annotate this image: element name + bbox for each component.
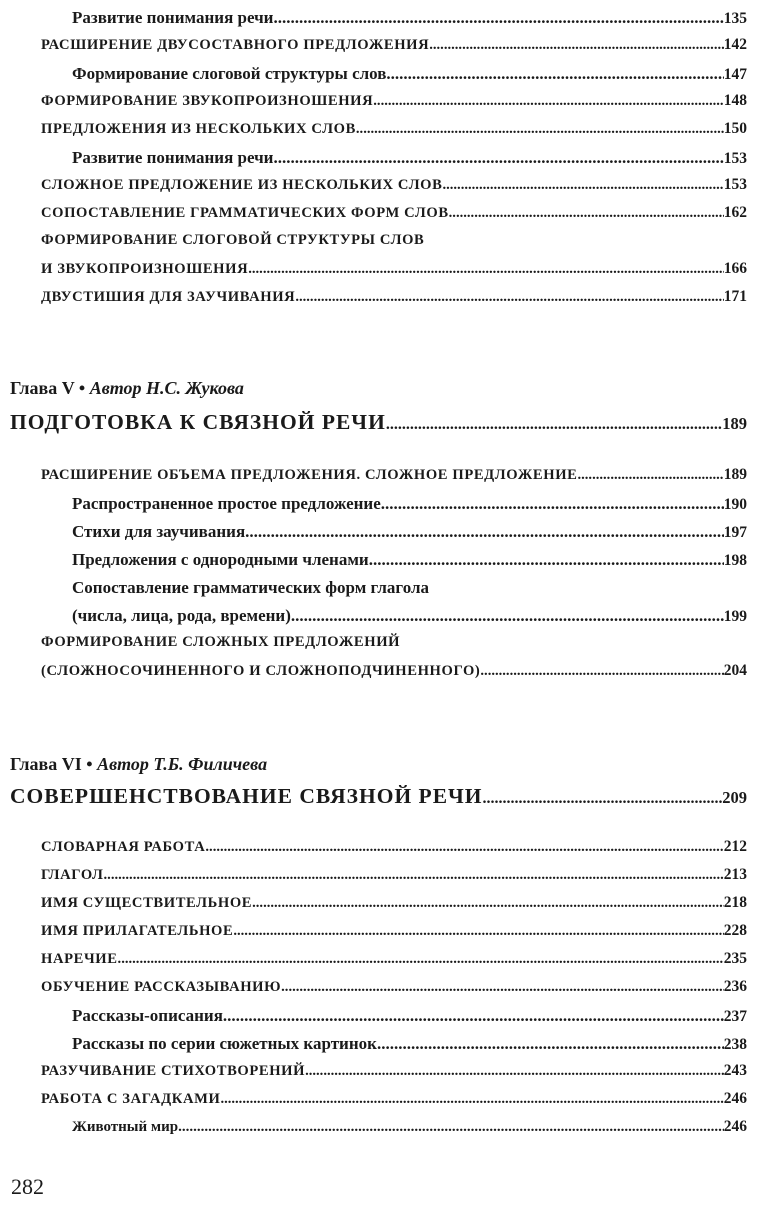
toc-entry-page: 198 bbox=[723, 552, 747, 569]
toc-entry bbox=[0, 550, 747, 578]
chapter-6-title: СОВЕРШЕНСТВОВАНИЕ СВЯЗНОЙ РЕЧИ bbox=[10, 784, 483, 808]
toc-entry bbox=[0, 148, 747, 176]
toc-entry bbox=[0, 92, 747, 120]
toc-entry-page: 171 bbox=[723, 288, 747, 305]
toc-entry-title: И ЗВУКОПРОИЗНОШЕНИЯ bbox=[41, 261, 249, 277]
toc-entry-page: 190 bbox=[723, 496, 747, 513]
toc-entry-title: Распространенное простое предложение bbox=[72, 494, 381, 513]
dot-leader bbox=[205, 839, 723, 856]
toc-entry-page: 162 bbox=[723, 204, 747, 221]
chapter-5-author: Автор Н.С. Жукова bbox=[89, 378, 244, 398]
toc-entry-page: 236 bbox=[723, 978, 747, 995]
toc-entry-title: Рассказы-описания bbox=[72, 1006, 223, 1025]
page-number: 282 bbox=[11, 1174, 44, 1199]
toc-entry bbox=[0, 1062, 747, 1090]
chapter-6-heading bbox=[10, 754, 267, 775]
toc-entry-title: Развитие понимания речи bbox=[72, 148, 274, 167]
dot-leader bbox=[273, 8, 723, 28]
toc-entry bbox=[0, 578, 747, 606]
toc-entry-title: ПРЕДЛОЖЕНИЯ ИЗ НЕСКОЛЬКИХ СЛОВ bbox=[41, 121, 356, 137]
dot-leader bbox=[273, 148, 723, 168]
toc-entry-title: ФОРМИРОВАНИЕ СЛОГОВОЙ СТРУКТУРЫ СЛОВ bbox=[41, 232, 425, 248]
toc-entry bbox=[0, 204, 747, 232]
toc-entry-page: 246 bbox=[723, 1118, 747, 1135]
toc-entry-page: 153 bbox=[723, 150, 747, 167]
toc-entry-title: Животный мир bbox=[72, 1119, 179, 1135]
bullet-icon: • bbox=[78, 378, 86, 398]
bullet-icon: • bbox=[86, 754, 93, 774]
toc-entry-title: РАБОТА С ЗАГАДКАМИ bbox=[41, 1091, 221, 1107]
dot-leader bbox=[442, 177, 723, 194]
toc-entry-title: Предложения с однородными членами bbox=[72, 550, 369, 569]
dot-leader bbox=[233, 923, 723, 940]
toc-entry bbox=[0, 232, 747, 260]
chapter-6-page: 209 bbox=[722, 788, 747, 807]
toc-entry-title: СОПОСТАВЛЕНИЕ ГРАММАТИЧЕСКИХ ФОРМ СЛОВ bbox=[41, 205, 449, 221]
toc-entry-title: СЛОЖНОЕ ПРЕДЛОЖЕНИЕ ИЗ НЕСКОЛЬКИХ СЛОВ bbox=[41, 177, 443, 193]
toc-entry-page: 189 bbox=[723, 466, 747, 483]
chapter-6-entries bbox=[0, 838, 764, 1146]
dot-leader bbox=[577, 467, 723, 484]
toc-entry bbox=[0, 494, 747, 522]
dot-leader bbox=[386, 64, 723, 84]
toc-entry bbox=[0, 866, 747, 894]
dot-leader bbox=[369, 550, 724, 570]
dot-leader bbox=[245, 522, 724, 542]
toc-entry bbox=[0, 1118, 747, 1146]
dot-leader bbox=[373, 93, 723, 110]
chapter-5-entries bbox=[0, 466, 764, 690]
toc-entry bbox=[0, 838, 747, 866]
toc-entry bbox=[0, 978, 747, 1006]
toc-entry bbox=[0, 176, 747, 204]
dot-leader bbox=[483, 790, 723, 808]
dot-leader bbox=[248, 261, 724, 278]
toc-entry-page: 237 bbox=[723, 1008, 747, 1025]
dot-leader bbox=[291, 606, 724, 626]
dot-leader bbox=[281, 979, 724, 996]
toc-block-continued bbox=[0, 8, 764, 316]
toc-entry-page: 148 bbox=[723, 92, 747, 109]
toc-entry-page: 213 bbox=[723, 866, 747, 883]
toc-entry bbox=[0, 950, 747, 978]
toc-entry bbox=[0, 634, 747, 662]
toc-entry-title: ОБУЧЕНИЕ РАССКАЗЫВАНИЮ bbox=[41, 979, 282, 995]
chapter-5-label: Глава V bbox=[10, 378, 75, 398]
toc-entry-page: 150 bbox=[723, 120, 747, 137]
toc-entry bbox=[0, 466, 747, 494]
dot-leader bbox=[104, 867, 724, 884]
toc-entry-title: (СЛОЖНОСОЧИНЕННОГО И СЛОЖНОПОДЧИНЕННОГО) bbox=[41, 663, 481, 679]
toc-entry-page: 235 bbox=[723, 950, 747, 967]
toc-entry-page: 142 bbox=[723, 36, 747, 53]
dot-leader bbox=[480, 663, 723, 680]
toc-entry-page: 199 bbox=[723, 608, 747, 625]
toc-entry bbox=[0, 8, 747, 36]
toc-entry-title: ИМЯ СУЩЕСТВИТЕЛЬНОЕ bbox=[41, 895, 253, 911]
toc-entry-page: 153 bbox=[723, 176, 747, 193]
toc-entry-title: (числа, лица, рода, времени) bbox=[72, 606, 291, 625]
toc-entry-page: 212 bbox=[723, 838, 747, 855]
toc-entry-page: 243 bbox=[723, 1062, 747, 1079]
toc-entry-title: Развитие понимания речи bbox=[72, 8, 274, 27]
chapter-5-heading bbox=[10, 378, 244, 399]
toc-entry-page: 246 bbox=[723, 1090, 747, 1107]
toc-entry-title: ГЛАГОЛ bbox=[41, 867, 104, 883]
toc-entry-page: 238 bbox=[723, 1036, 747, 1053]
toc-entry-title: НАРЕЧИЕ bbox=[41, 951, 118, 967]
toc-entry-title: ДВУСТИШИЯ ДЛЯ ЗАУЧИВАНИЯ bbox=[41, 289, 296, 305]
toc-entry-title: Рассказы по серии сюжетных картинок bbox=[72, 1034, 377, 1053]
dot-leader bbox=[386, 416, 722, 434]
toc-entry-title: РАЗУЧИВАНИЕ СТИХОТВОРЕНИЙ bbox=[41, 1063, 306, 1079]
dot-leader bbox=[356, 121, 724, 138]
toc-entry bbox=[0, 64, 747, 92]
toc-entry bbox=[0, 1006, 747, 1034]
dot-leader bbox=[252, 895, 724, 912]
dot-leader bbox=[449, 205, 724, 222]
toc-entry bbox=[0, 36, 747, 64]
chapter-6-author: Автор Т.Б. Филичева bbox=[97, 754, 268, 774]
toc-entry-page: 166 bbox=[723, 260, 747, 277]
toc-entry-page: 228 bbox=[723, 922, 747, 939]
toc-entry bbox=[0, 606, 747, 634]
toc-entry-title: Стихи для заучивания bbox=[72, 522, 246, 541]
dot-leader bbox=[220, 1091, 723, 1108]
toc-entry-title: РАСШИРЕНИЕ ДВУСОСТАВНОГО ПРЕДЛОЖЕНИЯ bbox=[41, 37, 430, 53]
dot-leader bbox=[381, 494, 724, 514]
dot-leader bbox=[178, 1119, 724, 1136]
toc-entry bbox=[0, 120, 747, 148]
toc-entry-title: РАСШИРЕНИЕ ОБЪЕМА ПРЕДЛОЖЕНИЯ. СЛОЖНОЕ ПРЕДЛОЖЕНИЕ bbox=[41, 467, 578, 483]
toc-entry-title: ФОРМИРОВАНИЕ СЛОЖНЫХ ПРЕДЛОЖЕНИЙ bbox=[41, 634, 401, 650]
dot-leader bbox=[305, 1063, 724, 1080]
toc-entry bbox=[0, 522, 747, 550]
chapter-6-title-row bbox=[10, 784, 747, 809]
toc-entry-title: Сопоставление грамматических форм глагола bbox=[72, 578, 430, 597]
toc-entry-title: Формирование слоговой структуры слов bbox=[72, 64, 387, 83]
toc-entry-page: 135 bbox=[723, 10, 747, 27]
toc-entry-page: 218 bbox=[723, 894, 747, 911]
toc-entry-page: 204 bbox=[723, 662, 747, 679]
toc-entry-page: 197 bbox=[723, 524, 747, 541]
chapter-5-title: ПОДГОТОВКА К СВЯЗНОЙ РЕЧИ bbox=[10, 410, 386, 434]
toc-entry bbox=[0, 922, 747, 950]
toc-entry-title: ИМЯ ПРИЛАГАТЕЛЬНОЕ bbox=[41, 923, 234, 939]
dot-leader bbox=[223, 1006, 724, 1026]
toc-entry bbox=[0, 662, 747, 690]
toc-entry bbox=[0, 894, 747, 922]
chapter-5-page: 189 bbox=[722, 414, 747, 433]
toc-entry bbox=[0, 1090, 747, 1118]
toc-entry bbox=[0, 1034, 747, 1062]
dot-leader bbox=[118, 951, 724, 968]
toc-entry-page: 147 bbox=[723, 66, 747, 83]
toc-entry-title: ФОРМИРОВАНИЕ ЗВУКОПРОИЗНОШЕНИЯ bbox=[41, 93, 374, 109]
toc-entry-title: СЛОВАРНАЯ РАБОТА bbox=[41, 839, 206, 855]
dot-leader bbox=[377, 1034, 724, 1054]
dot-leader bbox=[295, 289, 723, 306]
toc-entry bbox=[0, 288, 747, 316]
dot-leader bbox=[429, 37, 724, 54]
chapter-6-label: Глава VI bbox=[10, 754, 82, 774]
chapter-5-title-row bbox=[10, 410, 747, 435]
toc-entry bbox=[0, 260, 747, 288]
